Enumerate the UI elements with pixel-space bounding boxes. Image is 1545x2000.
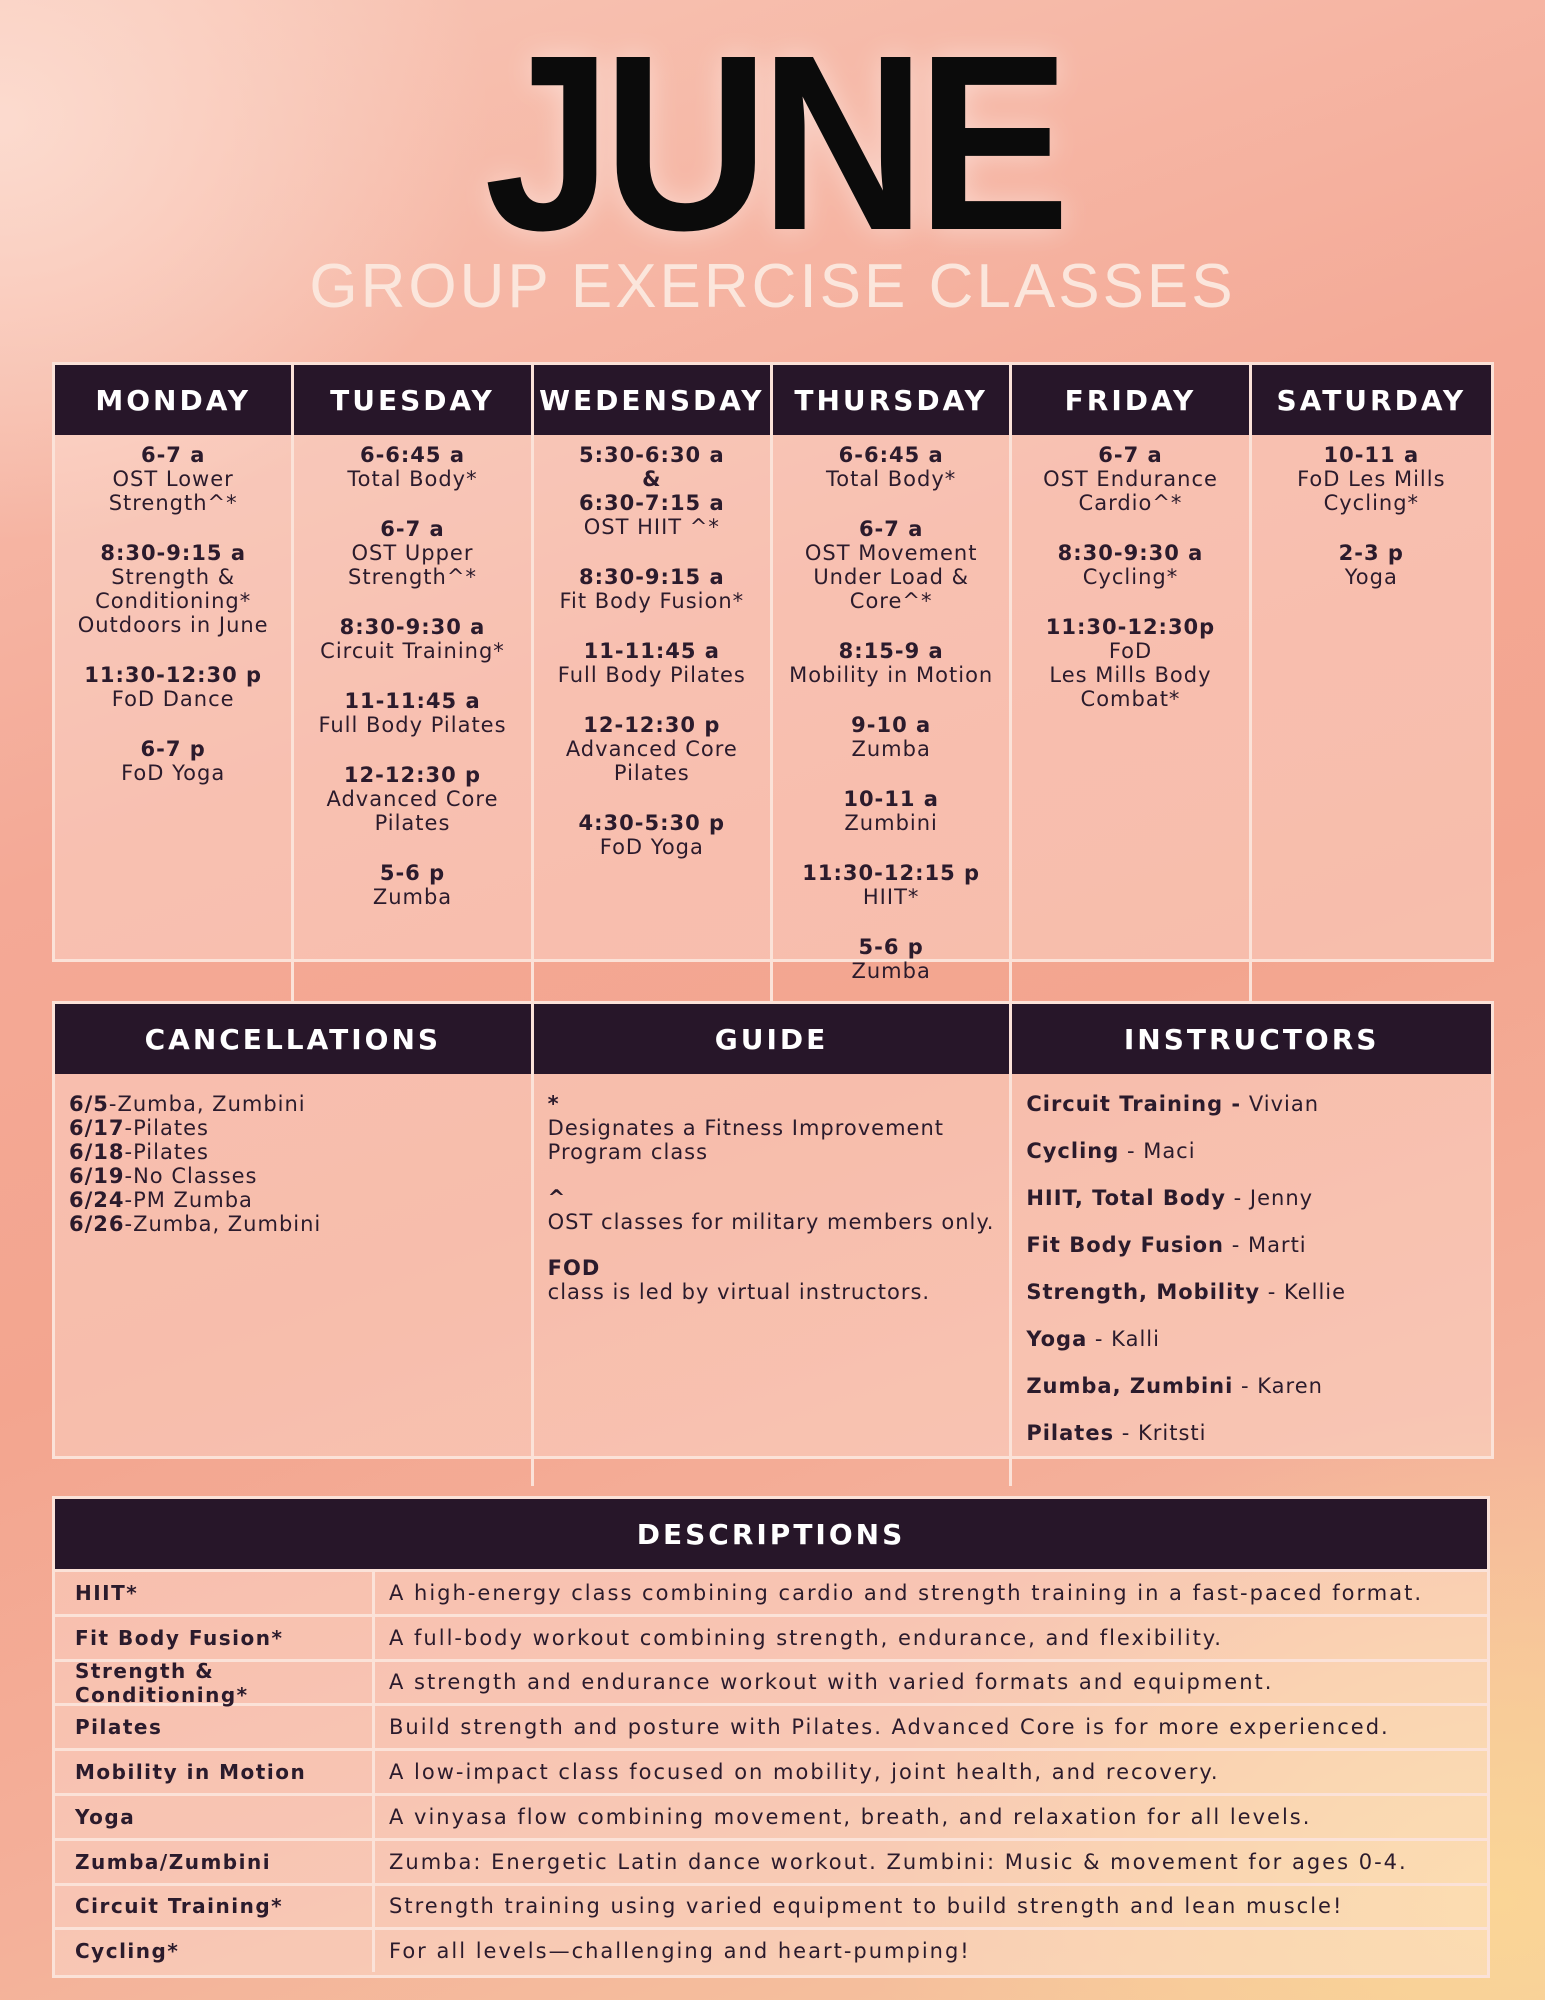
- instructor-item: [1026, 1421, 1477, 1445]
- instructor-class: Pilates: [1026, 1421, 1115, 1445]
- description-class: Circuit Training*: [55, 1886, 375, 1928]
- class-entry: [55, 443, 291, 515]
- day-column-thursday: [773, 435, 1012, 1009]
- class-entry: [1252, 541, 1491, 589]
- class-entry: [55, 541, 291, 637]
- guide-text: OST classes for military members only.: [547, 1210, 995, 1234]
- class-name: FoD Les Mills Cycling*: [1297, 467, 1446, 515]
- description-text: A low-impact class focused on mobility, joint health, and recovery.: [389, 1760, 1220, 1785]
- cancellation-text: -Pilates: [124, 1116, 209, 1140]
- class-time: 8:30-9:30 a: [339, 615, 486, 639]
- class-time: 8:30-9:15 a: [100, 541, 246, 565]
- class-entry: [534, 713, 770, 785]
- day-column-friday: [1012, 435, 1251, 1009]
- class-time: 2-3 p: [1338, 541, 1404, 565]
- cancellation-text: -Zumba, Zumbini: [108, 1092, 306, 1116]
- info-table: [52, 1001, 1494, 1459]
- class-entry: [1012, 615, 1248, 711]
- day-header-monday: MONDAY: [55, 365, 294, 435]
- schedule-table: [52, 362, 1494, 983]
- instructor-name: - Kritsti: [1114, 1421, 1207, 1445]
- class-time: 8:30-9:15 a: [578, 565, 725, 589]
- description-class: Cycling*: [55, 1930, 375, 1972]
- class-time: 6-7 a: [1098, 443, 1163, 467]
- day-column-saturday: [1252, 435, 1491, 1009]
- class-name: Advanced Core Pilates: [565, 737, 738, 785]
- day-column-tuesday: [294, 435, 533, 1009]
- cancellation-date: 6/19: [69, 1164, 125, 1188]
- class-name: Zumba: [372, 885, 453, 909]
- class-entry: [1252, 443, 1491, 515]
- description-text: A full-body workout combining strength, endurance, and flexibility.: [389, 1625, 1223, 1650]
- class-time: 9-10 a: [851, 713, 932, 737]
- class-name: OST Upper Strength^*: [348, 541, 477, 589]
- class-name: HIIT*: [862, 885, 920, 909]
- instructor-item: [1026, 1233, 1477, 1257]
- class-name: Mobility in Motion: [789, 663, 994, 687]
- guide-item: [548, 1256, 996, 1304]
- class-time: 11-11:45 a: [344, 689, 481, 713]
- class-name: OST Movement Under Load & Core^*: [804, 541, 978, 613]
- day-column-wedensday: [534, 435, 773, 1009]
- cancellation-text: -Zumba, Zumbini: [124, 1212, 322, 1236]
- guide-text: class is led by virtual instructors.: [547, 1280, 931, 1304]
- class-entry: [534, 811, 770, 859]
- description-text: Build strength and posture with Pilates. Advanced Core is for more experienced.: [389, 1715, 1390, 1740]
- class-entry: [55, 663, 291, 711]
- class-entry: [294, 517, 530, 589]
- day-column-monday: [55, 435, 294, 1009]
- instructor-item: [1026, 1186, 1477, 1210]
- day-header-wedensday: WEDENSDAY: [534, 365, 773, 435]
- class-name: Circuit Training*: [320, 639, 505, 663]
- description-text: A high-energy class combining cardio and strength training in a fast-paced format.: [389, 1580, 1424, 1605]
- instructor-class: Yoga: [1026, 1327, 1088, 1351]
- class-time: 11:30-12:15 p: [802, 861, 981, 885]
- description-class: HIIT*: [55, 1572, 375, 1614]
- description-class: Zumba/Zumbini: [55, 1841, 375, 1883]
- day-header-friday: FRIDAY: [1012, 365, 1251, 435]
- description-row: [55, 1703, 1487, 1748]
- class-name: Yoga: [1344, 565, 1398, 589]
- description-class: Pilates: [55, 1706, 375, 1748]
- cancellation-item: [69, 1164, 517, 1188]
- class-entry: [1012, 443, 1248, 515]
- guide-item: [548, 1186, 996, 1234]
- cancellation-date: 6/26: [69, 1212, 125, 1236]
- guide-symbol: *: [547, 1092, 560, 1116]
- instructor-class: Zumba, Zumbini: [1026, 1374, 1234, 1398]
- class-time: 12-12:30 p: [343, 763, 482, 787]
- description-row: [55, 1838, 1487, 1883]
- instructor-class: Cycling: [1026, 1139, 1120, 1163]
- instructors-header: INSTRUCTORS: [1012, 1004, 1491, 1074]
- class-name: Cycling*: [1082, 565, 1179, 589]
- class-time: 12-12:30 p: [583, 713, 721, 737]
- cancellation-date: 6/17: [69, 1116, 125, 1140]
- cancellations-header: CANCELLATIONS: [55, 1004, 534, 1074]
- instructor-class: Circuit Training -: [1026, 1092, 1242, 1116]
- day-header-thursday: THURSDAY: [773, 365, 1012, 435]
- cancellation-text: -Pilates: [124, 1140, 209, 1164]
- class-entry: [294, 689, 530, 737]
- description-class: Strength & Conditioning*: [55, 1662, 375, 1704]
- cancellation-item: [69, 1140, 517, 1164]
- description-text: A strength and endurance workout with varied formats and equipment.: [389, 1670, 1274, 1695]
- cancellation-date: 6/24: [69, 1188, 125, 1212]
- guide-item: [548, 1092, 996, 1164]
- class-time: 6-7 p: [140, 737, 206, 761]
- class-entry: [773, 787, 1009, 835]
- class-name: Full Body Pilates: [318, 713, 507, 737]
- class-time: 6-7 a: [140, 443, 206, 467]
- cancellation-item: [69, 1188, 517, 1212]
- class-time: 6-7 a: [858, 517, 924, 541]
- class-time: 4:30-5:30 p: [578, 811, 726, 835]
- description-text: A vinyasa flow combining movement, breath, and relaxation for all levels.: [389, 1804, 1312, 1829]
- description-row: [55, 1883, 1487, 1928]
- cancellations-list: [55, 1074, 534, 1486]
- description-text: Strength training using varied equipment to build strength and lean muscle!: [389, 1894, 1344, 1919]
- class-name: Zumba: [851, 737, 931, 761]
- guide-list: [534, 1074, 1013, 1486]
- cancellation-text: -No Classes: [124, 1164, 258, 1188]
- class-time: 6-6:45 a: [838, 443, 944, 467]
- class-name: Total Body*: [826, 467, 957, 491]
- class-name: FoD Les Mills Body Combat*: [1049, 639, 1212, 711]
- class-name: FoD Yoga: [121, 761, 226, 785]
- descriptions-header: DESCRIPTIONS: [55, 1499, 1487, 1569]
- class-name: OST Lower Strength^*: [108, 467, 238, 515]
- class-entry: [534, 565, 770, 613]
- class-name: Total Body*: [347, 467, 478, 491]
- cancellation-item: [69, 1092, 517, 1116]
- instructor-name: - Kalli: [1087, 1327, 1160, 1351]
- class-time: 6-7 a: [380, 517, 445, 541]
- class-name: Zumba: [851, 959, 931, 983]
- description-row: [55, 1569, 1487, 1614]
- cancellation-text: -PM Zumba: [124, 1188, 253, 1212]
- class-entry: [1012, 541, 1248, 589]
- description-row: [55, 1748, 1487, 1793]
- class-time: 11-11:45 a: [583, 639, 720, 663]
- description-text: For all levels—challenging and heart-pumping!: [389, 1939, 971, 1964]
- guide-text: Designates a Fitness Improvement Program class: [547, 1116, 945, 1164]
- class-entry: [294, 861, 530, 909]
- description-row: [55, 1658, 1487, 1707]
- description-row: [55, 1793, 1487, 1838]
- descriptions-table: [52, 1496, 1490, 1978]
- class-time: 11:30-12:30 p: [84, 663, 263, 687]
- class-entry: [773, 861, 1009, 909]
- class-entry: [55, 737, 291, 785]
- class-entry: [773, 639, 1009, 687]
- class-name: Full Body Pilates: [557, 663, 746, 687]
- instructor-name: - Karen: [1233, 1374, 1323, 1398]
- class-name: Zumbini: [844, 811, 938, 835]
- class-entry: [773, 517, 1009, 613]
- instructor-item: [1026, 1139, 1477, 1163]
- class-name: Fit Body Fusion*: [559, 589, 745, 613]
- instructor-class: Fit Body Fusion: [1026, 1233, 1225, 1257]
- description-text: Zumba: Energetic Latin dance workout. Zumbini: Music & movement for ages 0-4.: [389, 1849, 1408, 1874]
- guide-symbol: FOD: [547, 1256, 601, 1280]
- class-name: OST Endurance Cardio^*: [1043, 467, 1218, 515]
- class-entry: [294, 443, 530, 491]
- class-time: 8:30-9:30 a: [1057, 541, 1204, 565]
- description-class: Yoga: [55, 1796, 375, 1838]
- cancellation-item: [69, 1116, 517, 1140]
- instructor-name: Vivian: [1241, 1092, 1320, 1116]
- class-entry: [294, 763, 530, 835]
- class-time: 11:30-12:30p: [1045, 615, 1216, 639]
- instructor-name: - Maci: [1119, 1139, 1196, 1163]
- class-entry: [294, 615, 530, 663]
- class-time: 10-11 a: [1323, 443, 1420, 467]
- description-class: Fit Body Fusion*: [55, 1617, 375, 1659]
- instructor-item: [1026, 1327, 1477, 1351]
- class-entry: [773, 713, 1009, 761]
- class-entry: [534, 443, 770, 539]
- instructors-list: [1012, 1074, 1491, 1486]
- class-time: 10-11 a: [843, 787, 939, 811]
- page-title: JUNE: [484, 3, 1061, 282]
- class-time: 5-6 p: [858, 935, 924, 959]
- class-name: FoD Yoga: [599, 835, 704, 859]
- class-time: 6-6:45 a: [359, 443, 466, 467]
- instructor-class: Strength, Mobility: [1026, 1280, 1261, 1304]
- class-time: 5-6 p: [379, 861, 446, 885]
- page-subtitle: GROUP EXERCISE CLASSES: [309, 252, 1236, 321]
- day-header-saturday: SATURDAY: [1252, 365, 1491, 435]
- cancellation-date: 6/18: [69, 1140, 125, 1164]
- class-time: 5:30-6:30 a & 6:30-7:15 a: [578, 443, 725, 515]
- instructor-name: - Kellie: [1260, 1280, 1347, 1304]
- description-row: [55, 1927, 1487, 1972]
- description-class: Mobility in Motion: [55, 1751, 375, 1793]
- class-entry: [534, 639, 770, 687]
- instructor-item: [1026, 1092, 1477, 1116]
- instructor-class: HIIT, Total Body: [1026, 1186, 1226, 1210]
- class-name: FoD Dance: [111, 687, 235, 711]
- day-header-tuesday: TUESDAY: [294, 365, 533, 435]
- instructor-item: [1026, 1374, 1477, 1398]
- class-time: 8:15-9 a: [838, 639, 944, 663]
- description-row: [55, 1614, 1487, 1659]
- instructor-name: - Marti: [1224, 1233, 1307, 1257]
- class-name: Strength & Conditioning* Outdoors in June: [77, 565, 269, 637]
- instructor-item: [1026, 1280, 1477, 1304]
- guide-symbol: ^: [547, 1186, 567, 1210]
- guide-header: GUIDE: [534, 1004, 1013, 1074]
- class-entry: [773, 443, 1009, 491]
- class-name: OST HIIT ^*: [583, 515, 720, 539]
- class-entry: [773, 935, 1009, 983]
- instructor-name: - Jenny: [1226, 1186, 1314, 1210]
- cancellation-date: 6/5: [69, 1092, 109, 1116]
- cancellation-item: [69, 1212, 517, 1236]
- class-name: Advanced Core Pilates: [326, 787, 499, 835]
